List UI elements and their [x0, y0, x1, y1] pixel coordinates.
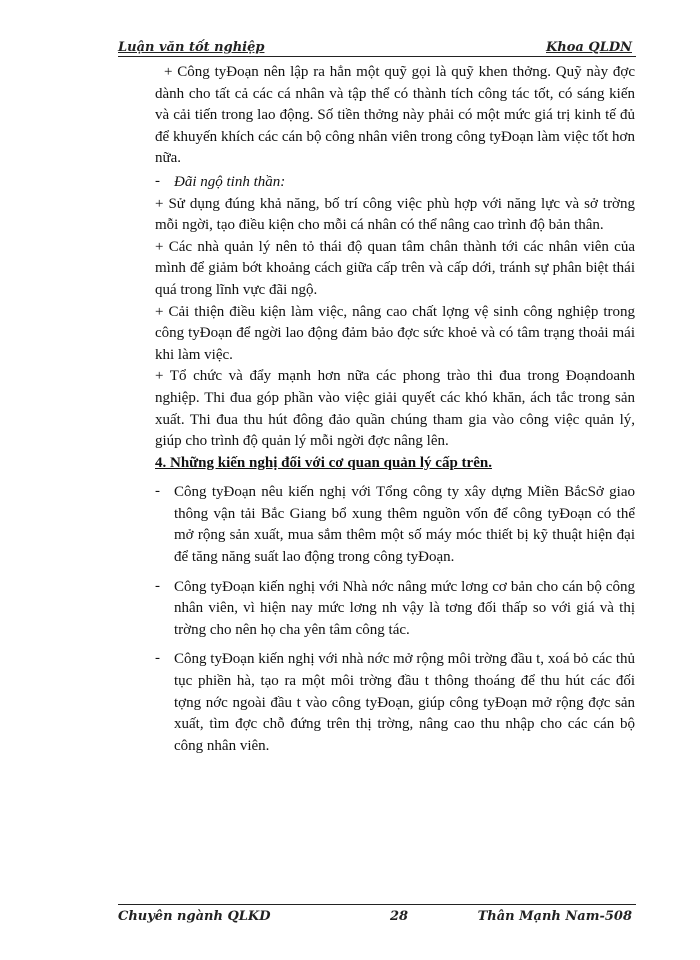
document-body — [155, 62, 635, 757]
list-item-text: Công tyĐoạn kiến nghị với nhà nớc mở rộng môi trờng đầu t, xoá bỏ các thủ tục phiền hà, tạo ra một môi trờng đầu t thông thoáng để thu hút các đối tợng nớc ngoài đầu t vào công tyĐoạn, giúp công tyĐoạn mở rộng đợc sản xuất, tìm đợc chỗ đứng trên thị trờng, nâng cao thu nhập cho các cán bộ công nhân viên. — [174, 651, 635, 754]
header-right-text: Khoa QLDN — [546, 40, 632, 55]
list-item-text: Công tyĐoạn kiến nghị với Nhà nớc nâng mức lơng cơ bản cho cán bộ công nhân viên, vì hiện nay mức lơng nh vậy là tơng đối thấp so với giá và thị trờng cho nên họ cha yên tâm công tác. — [174, 578, 635, 638]
paragraph-reward-fund: + Công tyĐoạn nên lập ra hẳn một quỹ gọi là quỹ khen thởng. Quỹ này đợc dành cho tất cả các cá nhân và tập thể có thành tích công tác tốt, có sáng kiến và cải tiến trong lao động. Số tiền thởng này phải có một mức giá trị kinh tế đủ để khuyến khích các cán bộ công nhân viên trong công tyĐoạn làm việc tốt hơn nữa. — [155, 64, 635, 167]
bullet-mark: - — [155, 577, 160, 594]
bullet-mark: - — [155, 483, 160, 500]
footer-right-text: Thân Mạnh Nam-508 — [477, 909, 632, 924]
paragraph-emulation: + Tổ chức và đẩy mạnh hơn nữa các phong trào thi đua trong Đoạndoanh nghiệp. Thi đua góp phần vào việc giải quyết các khó khăn, ách tắc trong sản xuất. Thi đua thu hút đông đảo quần chúng tham gia vào công việc quản lý, giúp cho trình độ quản lý mỗi ngời đợc nâng lên. — [155, 368, 635, 450]
header-left-text: Luận văn tốt nghiệp — [118, 40, 265, 55]
header-rule — [118, 56, 636, 57]
bullet-mark: - — [155, 650, 160, 667]
list-item — [155, 577, 635, 642]
page-number: 28 — [390, 909, 409, 924]
list-item — [155, 649, 635, 757]
paragraph-use-abilities: + Sử dụng đúng khả năng, bố trí công việc phù hợp với năng lực và sở trờng mỗi ngời, tạo điều kiện cho mỗi cá nhân có thể nâng cao trình độ bản thân. — [155, 195, 635, 234]
list-item-text: Công tyĐoạn nêu kiến nghị với Tổng công ty xây dựng Miền BắcSở giao thông vận tải Bắc Giang bổ xung thêm nguồn vốn để công tyĐoạn có thể mở rộng sản xuất, mua sắm thêm một số máy móc thiết bị kỹ thuật hiện đại để tăng năng suất lao động trong công tyĐoạn. — [174, 484, 635, 566]
subheading-dash: - — [155, 172, 160, 189]
subheading-spiritual-benefits — [155, 172, 635, 194]
subheading-text: Đãi ngộ tinh thần: — [174, 173, 286, 190]
list-item — [155, 482, 635, 568]
paragraph-managers-attitude: + Các nhà quản lý nên tỏ thái độ quan tâm chân thành tới các nhân viên của mình để giảm bớt khoảng cách giữa cấp trên và cấp dới, tránh sự phân biệt thái quá trong lĩnh vực đãi ngộ. — [155, 238, 635, 298]
footer-rule — [118, 904, 636, 905]
page-footer — [118, 909, 636, 931]
paragraph-working-conditions: + Cải thiện điều kiện làm việc, nâng cao chất lợng vệ sinh công nghiệp trong công tyĐoạn để ngời lao động đảm bảo đợc sức khoẻ và có tâm trạng thoải mái khi làm việc. — [155, 303, 635, 363]
section-4-heading: 4. Những kiến nghị đối với cơ quan quản lý cấp trên. — [155, 454, 492, 471]
footer-left-text: Chuyên ngành QLKD — [118, 909, 271, 924]
